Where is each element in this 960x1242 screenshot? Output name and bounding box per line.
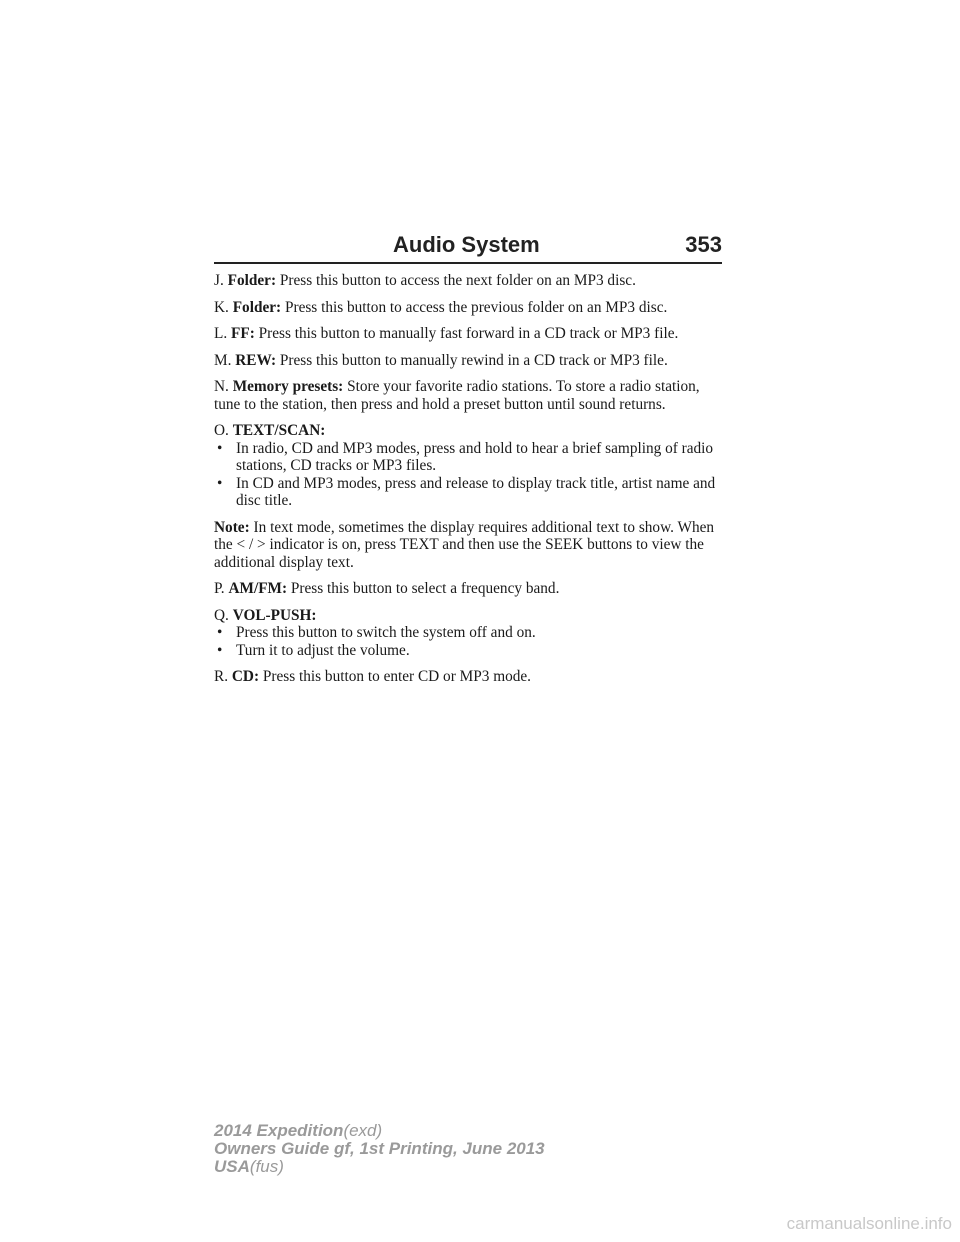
item-label: TEXT/SCAN: (232, 422, 326, 439)
item-prefix: M. (214, 351, 236, 369)
item-prefix: O. (214, 422, 233, 439)
item-j (214, 272, 724, 290)
list-item (214, 642, 724, 660)
item-text: Press this button to manually fast forward in a CD track or MP3 file. (254, 325, 679, 342)
item-label: Folder: (227, 272, 277, 289)
footer-line-1 (214, 1122, 545, 1140)
note-text: In text mode, sometimes the display requires additional text to show. When the < / > indicator is on, press TEXT and then use the SEEK buttons to view the additional display text. (214, 518, 715, 571)
footer-line-2: Owners Guide gf, 1st Printing, June 2013 (214, 1139, 545, 1158)
item-label: VOL-PUSH: (232, 606, 317, 624)
bullet-text: Turn it to adjust the volume. (236, 641, 410, 659)
list-item (214, 624, 724, 642)
item-label: REW: (235, 351, 277, 369)
item-prefix: L. (214, 325, 231, 342)
watermark: carmanualsonline.info (786, 1214, 952, 1233)
note-label: Note: (214, 518, 250, 536)
item-m (214, 352, 724, 370)
section-title: Audio System (393, 232, 540, 257)
page-header (214, 226, 722, 264)
item-label: Folder: (232, 298, 282, 316)
item-label: FF: (231, 325, 255, 342)
item-n (214, 378, 724, 413)
list-item (214, 475, 724, 510)
bullet-text: In CD and MP3 modes, press and release to display track title, artist name and disc title. (236, 474, 716, 509)
footer-market: USA (214, 1157, 250, 1176)
bullet-icon: • (217, 439, 223, 457)
item-prefix: K. (214, 298, 233, 316)
item-prefix: P. (214, 580, 229, 597)
bullet-text: Press this button to switch the system off and on. (236, 624, 536, 641)
item-o (214, 422, 724, 440)
item-text: Press this button to select a frequency band. (287, 580, 560, 597)
note (214, 519, 724, 572)
bullet-icon: • (217, 641, 223, 659)
footer-model: 2014 Expedition (214, 1121, 344, 1140)
page-number: 353 (685, 232, 722, 257)
item-prefix: R. (214, 668, 232, 685)
bullet-icon: • (217, 474, 223, 492)
item-label: AM/FM: (228, 580, 288, 597)
bullet-list-o (214, 440, 724, 510)
item-k (214, 299, 724, 317)
item-text: Press this button to manually rewind in a CD track or MP3 file. (276, 351, 668, 369)
item-text: Press this button to access the previous folder on an MP3 disc. (281, 298, 668, 316)
document-footer (214, 1122, 545, 1176)
bullet-text: In radio, CD and MP3 modes, press and hold to hear a brief sampling of radio stations, CD tracks or MP3 files. (236, 439, 714, 474)
page-content (214, 272, 724, 695)
item-p (214, 580, 724, 598)
item-q (214, 607, 724, 625)
item-text: Store your favorite radio stations. To store a radio station, tune to the station, then press and hold a preset button until sound returns. (214, 378, 700, 413)
item-label: CD: (231, 668, 260, 685)
bullet-list-q (214, 624, 724, 659)
footer-market-code: (fus) (249, 1157, 284, 1176)
item-prefix: Q. (214, 606, 233, 624)
item-r (214, 668, 724, 686)
bullet-icon: • (217, 624, 223, 641)
item-label: Memory presets: (232, 378, 344, 395)
footer-line-3 (214, 1158, 545, 1176)
item-prefix: N. (214, 378, 233, 395)
item-text: Press this button to enter CD or MP3 mode. (259, 668, 532, 685)
item-prefix: J. (214, 272, 228, 289)
list-item (214, 440, 724, 475)
item-text: Press this button to access the next folder on an MP3 disc. (276, 272, 636, 289)
item-l (214, 325, 724, 343)
footer-model-code: (exd) (343, 1121, 383, 1140)
